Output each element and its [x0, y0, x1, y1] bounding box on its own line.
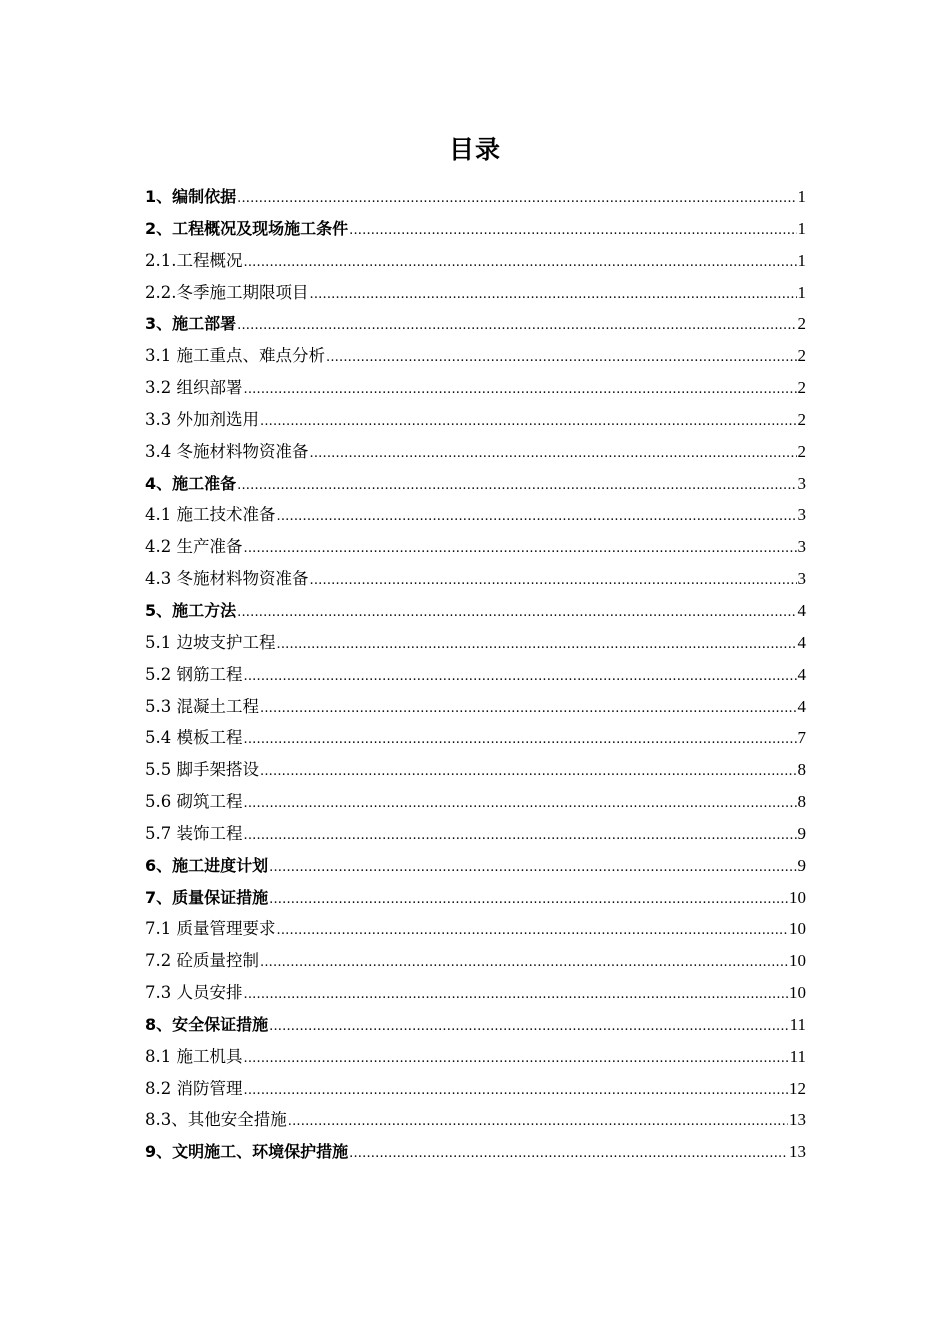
toc-dot-leader [260, 693, 797, 725]
toc-entry[interactable] [145, 308, 806, 340]
toc-entry-page-number: 1 [797, 218, 806, 238]
toc-dot-leader [310, 279, 797, 311]
toc-entry-label: 5.1 边坡支护工程 [145, 632, 276, 652]
toc-entry-page-number: 13 [789, 1110, 806, 1130]
toc-entry-page-number: 3 [797, 569, 806, 589]
toc-entry-label: 3、施工部署 [145, 314, 237, 334]
toc-entry-label: 3.2 组织部署 [145, 378, 243, 398]
toc-entry-page-number: 3 [797, 537, 806, 557]
toc-entry-label: 4.2 生产准备 [145, 537, 243, 557]
toc-dot-leader [277, 501, 797, 533]
toc-entry[interactable] [145, 1136, 806, 1168]
toc-entry-label: 2.2.冬季施工期限项目 [145, 282, 309, 302]
toc-entry-label: 3.1 施工重点、难点分析 [145, 346, 325, 366]
toc-entry-page-number: 1 [797, 250, 806, 270]
toc-entry-label: 2.1.工程概况 [145, 250, 243, 270]
toc-entry-label: 2、工程概况及现场施工条件 [145, 218, 349, 238]
toc-entry-page-number: 1 [797, 282, 806, 302]
toc-entry-page-number: 7 [797, 728, 806, 748]
toc-entry-page-number: 11 [789, 1046, 806, 1066]
toc-dot-leader [237, 183, 796, 215]
toc-entry-label: 3.4 冬施材料物资准备 [145, 441, 309, 461]
toc-entry[interactable] [145, 213, 806, 245]
toc-entry-label: 8.2 消防管理 [145, 1078, 243, 1098]
toc-dot-leader [310, 565, 797, 597]
toc-dot-leader [269, 884, 788, 916]
toc-dot-leader [244, 247, 797, 279]
toc-entry[interactable] [145, 882, 806, 914]
toc-entry[interactable] [145, 468, 806, 500]
toc-entry-label: 5、施工方法 [145, 600, 237, 620]
page-title: 目录 [448, 135, 501, 164]
toc-entry[interactable] [145, 277, 806, 309]
toc-entry-page-number: 2 [797, 346, 806, 366]
toc-entry-label: 7.3 人员安排 [145, 983, 243, 1003]
toc-entry[interactable] [145, 945, 806, 977]
toc-dot-leader [244, 979, 789, 1011]
toc-entry[interactable] [145, 691, 806, 723]
toc-entry-label: 7.2 砼质量控制 [145, 951, 259, 971]
toc-entry-page-number: 4 [797, 632, 806, 652]
toc-dot-leader [244, 1075, 789, 1107]
toc-entry[interactable] [145, 181, 806, 213]
toc-entry-page-number: 2 [797, 409, 806, 429]
toc-dot-leader [237, 310, 796, 342]
toc-entry[interactable] [145, 372, 806, 404]
toc-entry-label: 1、编制依据 [145, 187, 237, 206]
toc-entry-page-number: 10 [789, 983, 806, 1003]
toc-entry-label: 5.7 装饰工程 [145, 823, 243, 843]
toc-dot-leader [269, 852, 796, 884]
toc-entry-page-number: 9 [797, 823, 806, 843]
toc-entry-page-number: 3 [797, 505, 806, 525]
toc-dot-leader [244, 661, 797, 693]
toc-dot-leader [349, 215, 796, 247]
toc-entry[interactable] [145, 1104, 806, 1136]
toc-dot-leader [310, 438, 797, 470]
toc-entry[interactable] [145, 340, 806, 372]
toc-entry-label: 4、施工准备 [145, 473, 237, 493]
toc-dot-leader [277, 915, 789, 947]
toc-entry-page-number: 11 [789, 1014, 806, 1034]
toc-dot-leader [237, 597, 796, 629]
toc-dot-leader [326, 342, 797, 374]
toc-entry[interactable] [145, 627, 806, 659]
toc-dot-leader [288, 1106, 788, 1138]
toc-dot-leader [244, 533, 797, 565]
toc-dot-leader [269, 1011, 788, 1043]
toc-entry-label: 8、安全保证措施 [145, 1014, 269, 1034]
toc-entry-label: 5.2 钢筋工程 [145, 664, 243, 684]
toc-entry-page-number: 10 [789, 887, 806, 907]
toc-dot-leader [260, 756, 797, 788]
toc-dot-leader [237, 470, 796, 502]
toc-dot-leader [244, 788, 797, 820]
toc-entry-page-number: 1 [797, 187, 806, 206]
toc-entry-page-number: 4 [797, 664, 806, 684]
toc-entry-page-number: 2 [797, 441, 806, 461]
toc-entry[interactable] [145, 1073, 806, 1105]
toc-entry[interactable] [145, 563, 806, 595]
toc-entry[interactable] [145, 499, 806, 531]
toc-entry-page-number: 10 [789, 919, 806, 939]
toc-entry[interactable] [145, 436, 806, 468]
toc-entry-page-number: 4 [797, 600, 806, 620]
toc-entry-label: 7、质量保证措施 [145, 887, 269, 907]
toc-dot-leader [244, 1043, 789, 1075]
toc-entry-label: 4.1 施工技术准备 [145, 505, 276, 525]
toc-entry-page-number: 8 [797, 792, 806, 812]
toc-dot-leader [244, 374, 797, 406]
toc-entry-page-number: 13 [789, 1142, 806, 1162]
toc-entry[interactable] [145, 245, 806, 277]
toc-entry[interactable] [145, 531, 806, 563]
toc-entry-label: 7.1 质量管理要求 [145, 919, 276, 939]
toc-dot-leader [260, 406, 797, 438]
toc-entry-page-number: 9 [797, 855, 806, 875]
toc-entry[interactable] [145, 977, 806, 1009]
toc-entry[interactable] [145, 659, 806, 691]
toc-dot-leader [260, 947, 788, 979]
toc-entry-page-number: 4 [797, 696, 806, 716]
toc-entry-page-number: 3 [797, 473, 806, 493]
table-of-contents [145, 181, 806, 1168]
toc-entry-page-number: 2 [797, 314, 806, 334]
toc-entry[interactable] [145, 404, 806, 436]
toc-entry-label: 9、文明施工、环境保护措施 [145, 1142, 349, 1162]
toc-entry-page-number: 10 [789, 951, 806, 971]
toc-entry[interactable] [145, 913, 806, 945]
toc-entry-label: 5.3 混凝土工程 [145, 696, 259, 716]
toc-entry-label: 5.6 砌筑工程 [145, 792, 243, 812]
toc-dot-leader [349, 1138, 788, 1170]
toc-entry[interactable] [145, 1041, 806, 1073]
toc-entry-label: 6、施工进度计划 [145, 855, 269, 875]
toc-dot-leader [244, 724, 797, 756]
toc-entry[interactable] [145, 754, 806, 786]
toc-entry-label: 4.3 冬施材料物资准备 [145, 569, 309, 589]
toc-entry[interactable] [145, 850, 806, 882]
toc-entry-page-number: 2 [797, 378, 806, 398]
toc-entry[interactable] [145, 818, 806, 850]
toc-entry[interactable] [145, 1009, 806, 1041]
toc-entry[interactable] [145, 595, 806, 627]
toc-entry-label: 5.4 模板工程 [145, 728, 243, 748]
toc-dot-leader [277, 629, 797, 661]
toc-entry[interactable] [145, 722, 806, 754]
toc-entry-label: 8.3、其他安全措施 [145, 1110, 287, 1130]
toc-entry-page-number: 12 [789, 1078, 806, 1098]
toc-entry-label: 5.5 脚手架搭设 [145, 760, 259, 780]
toc-entry-label: 3.3 外加剂选用 [145, 409, 259, 429]
toc-entry-page-number: 8 [797, 760, 806, 780]
toc-entry[interactable] [145, 786, 806, 818]
toc-dot-leader [244, 820, 797, 852]
toc-entry-label: 8.1 施工机具 [145, 1046, 243, 1066]
